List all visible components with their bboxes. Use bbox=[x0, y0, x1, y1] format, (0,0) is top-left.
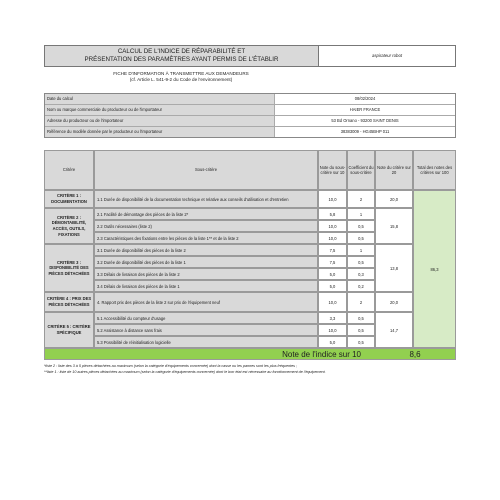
subcriterion-note: 10,0 bbox=[318, 232, 347, 244]
col-header-sous-critere: Sous-critère bbox=[94, 150, 318, 190]
info-row bbox=[45, 105, 455, 116]
subcriterion-label: 2.2 Outils nécessaires (liste 2) bbox=[94, 220, 318, 232]
subcriterion-note: 10,0 bbox=[318, 220, 347, 232]
info-table bbox=[44, 93, 456, 138]
info-row bbox=[45, 116, 455, 127]
title-line-2: PRÉSENTATION DES PARAMÈTRES AYANT PERMIS DE L'ÉTABLIR bbox=[84, 55, 279, 63]
criterion-5-score: 14,7 bbox=[375, 312, 413, 348]
info-value: 38383009 - HG45BHP 011 bbox=[340, 129, 390, 134]
info-label: Adresse du producteur ou de l'importateur bbox=[45, 116, 275, 126]
subcriterion-coef: 1 bbox=[347, 244, 375, 256]
col-header-note-sous: Note du sous-critère sur 10 bbox=[318, 150, 347, 190]
subcriterion-note: 10,0 bbox=[318, 292, 347, 312]
subcriterion-label: 2.1 Facilité de démontage des pièces de la liste 2* bbox=[94, 208, 318, 220]
criterion-3-score: 13,8 bbox=[375, 244, 413, 292]
fiche-line-2: (cf. Article L. 541-9-2 du Code de l'environnement) bbox=[129, 77, 233, 82]
subcriterion-label: 4. Rapport prix des pièces de la liste 2 sur prix de l'équipement neuf bbox=[94, 292, 318, 312]
subcriterion-coef: 0,3 bbox=[347, 268, 375, 280]
subcriterion-coef: 0,5 bbox=[347, 312, 375, 324]
criterion-4: CRITÈRE 4 : PRIX DES PIÈCES DÉTACHÉES bbox=[44, 292, 94, 312]
subcriterion-label: 5.3 Possibilité de réinitialisation logicielle bbox=[94, 336, 318, 348]
index-label: Note de l'indice sur 10 bbox=[44, 348, 375, 360]
subcriterion-note: 7,5 bbox=[318, 244, 347, 256]
subcriterion-label: 3.3 Délais de livraison des pièces de la liste 2 bbox=[94, 268, 318, 280]
criterion-2-score: 15,8 bbox=[375, 208, 413, 244]
subcriterion-note: 5,0 bbox=[318, 336, 347, 348]
subcriterion-label: 5.1 Accessibilité du compteur d'usage bbox=[94, 312, 318, 324]
subcriterion-coef: 0,5 bbox=[347, 324, 375, 336]
subcriterion-coef: 0,5 bbox=[347, 336, 375, 348]
page-title bbox=[45, 46, 319, 66]
subcriterion-label: 3.1 Durée de disponibilité des pièces de la liste 2 bbox=[94, 244, 318, 256]
subcriterion-coef: 0,2 bbox=[347, 280, 375, 292]
subcriterion-label: 2.3 Caractéristiques des fixations entre les pièces de la liste 1** et de la liste 2 bbox=[94, 232, 318, 244]
subcriterion-coef: 0,5 bbox=[347, 256, 375, 268]
subcriterion-note: 10,0 bbox=[318, 190, 347, 208]
info-row bbox=[45, 127, 455, 137]
subcriterion-note: 10,0 bbox=[318, 324, 347, 336]
info-label: Nom ou marque commerciale du producteur ou de l'importateur bbox=[45, 105, 275, 115]
product-type: aspirateur robot bbox=[371, 53, 403, 58]
subcriterion-coef: 2 bbox=[347, 292, 375, 312]
info-label: Date du calcul bbox=[45, 94, 275, 104]
footnotes bbox=[44, 364, 456, 375]
col-header-note-critere: Note du critère sur 20 bbox=[375, 150, 413, 190]
criterion-1-score: 20,0 bbox=[375, 190, 413, 208]
index-value: 8,6 bbox=[375, 348, 456, 360]
footnote-2: **liste 1 : liste de 10 autres pièces détachées au maximum (selon la catégorie d'équipements concernée) dont le bon état est nécessaire au fonctionnement de l'équipement. bbox=[44, 369, 326, 374]
subcriterion-label: 1.1 Durée de disponibilité de la documentation technique et relative aux conseils d'utilisation et d'entretien bbox=[94, 190, 318, 208]
subcriterion-note: 3,3 bbox=[318, 312, 347, 324]
subcriterion-note: 5,0 bbox=[318, 280, 347, 292]
criterion-3: CRITÈRE 3 : DISPONIBILITÉ DES PIÈCES DÉTACHÉES bbox=[44, 244, 94, 292]
info-value: 08/02/2024 bbox=[354, 96, 376, 101]
info-value: HAIER FRANCE bbox=[349, 107, 381, 112]
subcriterion-coef: 2 bbox=[347, 190, 375, 208]
info-value: 53 Bd Ornano - 93200 SAINT DENIS bbox=[331, 118, 399, 123]
title-line-1: CALCUL DE L'INDICE DE RÉPARABILITÉ ET bbox=[117, 48, 246, 55]
subcriterion-label: 3.2 Durée de disponibilité des pièces de la liste 1 bbox=[94, 256, 318, 268]
subcriterion-note: 5,8 bbox=[318, 208, 347, 220]
fiche-line-1: FICHE D'INFORMATION À TRANSMETTRE AUX DEMANDEURS bbox=[113, 71, 249, 76]
subcriterion-coef: 0,5 bbox=[347, 232, 375, 244]
criterion-2: CRITÈRE 2 : DÉMONTABILITÉ, ACCÈS, OUTILS, FIXATIONS bbox=[44, 208, 94, 244]
col-header-coef: Coefficient du sous-critère bbox=[347, 150, 375, 190]
fiche-heading bbox=[44, 71, 318, 83]
subcriterion-label: 5.2 Assistance à distance sans frais bbox=[94, 324, 318, 336]
subcriterion-coef: 0,5 bbox=[347, 220, 375, 232]
info-label: Référence du modèle donnée par le producteur ou l'importateur bbox=[45, 127, 275, 137]
criterion-1: CRITÈRE 1 : DOCUMENTATION bbox=[44, 190, 94, 208]
col-header-total: Total des notes des critères sur 100 bbox=[413, 150, 456, 190]
subcriterion-label: 3.4 Délais de livraison des pièces de la liste 1 bbox=[94, 280, 318, 292]
subcriterion-note: 5,0 bbox=[318, 268, 347, 280]
subcriterion-note: 7,5 bbox=[318, 256, 347, 268]
header-box bbox=[44, 45, 456, 67]
score-table bbox=[44, 150, 456, 360]
col-header-critere: Critère bbox=[44, 150, 94, 190]
footnote-1: *liste 2 : liste des 3 à 5 pièces détachées au maximum (selon la catégorie d'équipements concernée) dont la casse ou les pannes sont les plus fréquentes ; bbox=[44, 364, 298, 368]
subcriterion-coef: 1 bbox=[347, 208, 375, 220]
total-score: 86,3 bbox=[413, 190, 456, 348]
info-row bbox=[45, 94, 455, 105]
criterion-4-score: 20,0 bbox=[375, 292, 413, 312]
criterion-5: CRITÈRE 5 : CRITÈRE SPÉCIFIQUE bbox=[44, 312, 94, 348]
